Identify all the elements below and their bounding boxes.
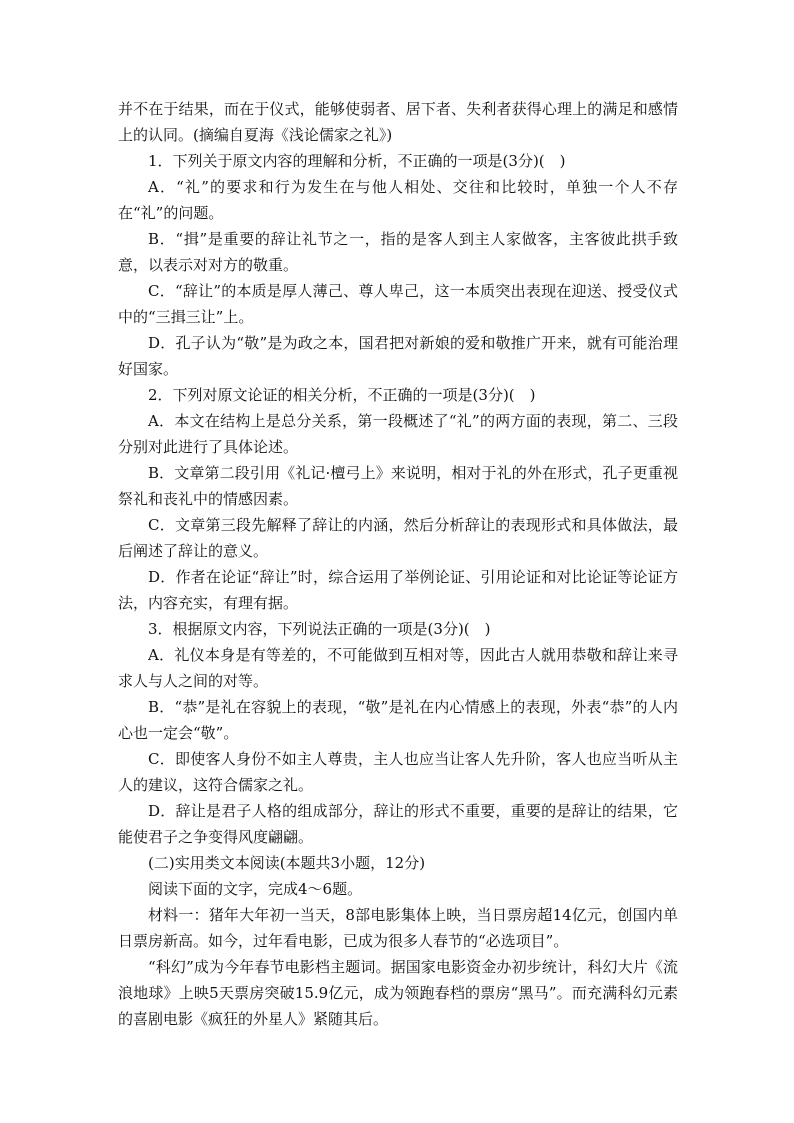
option-b: B．“恭”是礼在容貌上的表现，“敬”是礼在内心情感上的表现，外表“恭”的人内心也一定会“敬”。 [118,698,678,742]
option-c: C．“辞让”的本质是厚人薄己、尊人卑己，这一本质突出表现在迎送、授受仪式中的“三揖三让”上。 [118,282,678,326]
question-3 [118,616,678,850]
question-stem: 1．下列关于原文内容的理解和分析，不正确的一项是(3分)( ) [148,152,566,170]
question-1 [118,148,678,382]
option-a: A．礼仪本身是有等差的，不可能做到互相对等，因此古人就用恭敬和辞让来寻求人与人之间的对等。 [118,646,678,690]
question-stem: 3．根据原文内容，下列说法正确的一项是(3分)( ) [148,620,491,638]
material-1-continued: “科幻”成为今年春节电影档主题词。据国家电影资金办初步统计，科幻大片《流浪地球》上映5天票房突破15.9亿元，成为领跑春档的票房“黑马”。而充满科幻元素的喜剧电影《疯狂的外星人》紧随其后。 [118,958,678,1028]
question-2 [118,382,678,616]
option-b: B．“揖”是重要的辞让礼节之一，指的是客人到主人家做客，主客彼此拱手致意，以表示对对方的敬重。 [118,230,678,274]
section-heading: (二)实用类文本阅读(本题共3小题，12分) [148,854,426,872]
material-1: 材料一：猪年大年初一当天，8部电影集体上映，当日票房超14亿元，创国内单日票房新高。如今，过年看电影，已成为很多人春节的“必选项目”。 [118,906,678,950]
section-practical-reading [118,850,678,1032]
document-page [118,96,678,1032]
question-stem: 2．下列对原文论证的相关分析，不正确的一项是(3分)( ) [148,386,536,404]
option-d: D．作者在论证“辞让”时，综合运用了举例论证、引用论证和对比论证等论证方法，内容充实，有理有据。 [118,568,678,612]
section-instruction: 阅读下面的文字，完成4～6题。 [148,880,363,898]
option-d: D．辞让是君子人格的组成部分，辞让的形式不重要，重要的是辞让的结果，它能使君子之争变得风度翩翩。 [118,802,678,846]
option-c: C．文章第三段先解释了辞让的内涵，然后分析辞让的表现形式和具体做法，最后阐述了辞让的意义。 [118,516,678,560]
passage-ending: 并不在于结果，而在于仪式，能够使弱者、居下者、失利者获得心理上的满足和感情上的认同。(摘编自夏海《浅论儒家之礼》) [118,100,678,144]
option-c: C．即使客人身份不如主人尊贵，主人也应当让客人先升阶，客人也应当听从主人的建议，这符合儒家之礼。 [118,750,678,794]
option-b: B．文章第二段引用《礼记·檀弓上》来说明，相对于礼的外在形式，孔子更重视祭礼和丧礼中的情感因素。 [118,464,678,508]
option-d: D．孔子认为“敬”是为政之本，国君把对新娘的爱和敬推广开来，就有可能治理好国家。 [118,334,678,378]
option-a: A．本文在结构上是总分关系，第一段概述了“礼”的两方面的表现，第二、三段分别对此进行了具体论述。 [118,412,678,456]
option-a: A．“礼”的要求和行为发生在与他人相处、交往和比较时，单独一个人不存在“礼”的问题。 [118,178,678,222]
